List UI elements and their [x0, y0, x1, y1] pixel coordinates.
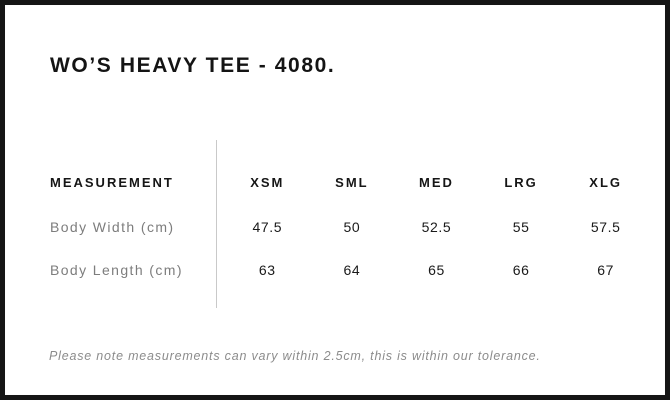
cell-body-length-med: 65	[428, 262, 445, 278]
cell-body-width-xsm: 47.5	[252, 219, 283, 235]
column-header-sml: SML	[335, 174, 369, 190]
tolerance-note: Please note measurements can vary within 2.5cm, this is within our tolerance.	[49, 349, 541, 363]
cell-body-length-sml: 64	[343, 262, 361, 278]
cell-body-width-lrg: 55	[512, 219, 530, 235]
column-header-med: MED	[419, 174, 454, 190]
measurement-column-header: MEASUREMENT	[50, 174, 174, 190]
page-title: WO’S HEAVY TEE - 4080.	[50, 54, 336, 77]
cell-body-width-xlg: 57.5	[590, 219, 621, 235]
cell-body-length-lrg: 66	[512, 262, 530, 278]
row-label-body-length: Body Length (cm)	[50, 262, 183, 278]
table-row-body-width	[50, 215, 648, 239]
row-label-body-width: Body Width (cm)	[50, 219, 175, 235]
column-header-xsm: XSM	[250, 174, 285, 190]
column-header-xlg: XLG	[589, 174, 623, 190]
cell-body-width-sml: 50	[343, 219, 361, 235]
column-header-lrg: LRG	[504, 174, 538, 190]
table-header-row	[50, 170, 648, 194]
table-row-body-length	[50, 258, 648, 282]
cell-body-length-xlg: 67	[597, 262, 615, 278]
cell-body-width-med: 52.5	[421, 219, 452, 235]
cell-body-length-xsm: 63	[258, 262, 276, 278]
